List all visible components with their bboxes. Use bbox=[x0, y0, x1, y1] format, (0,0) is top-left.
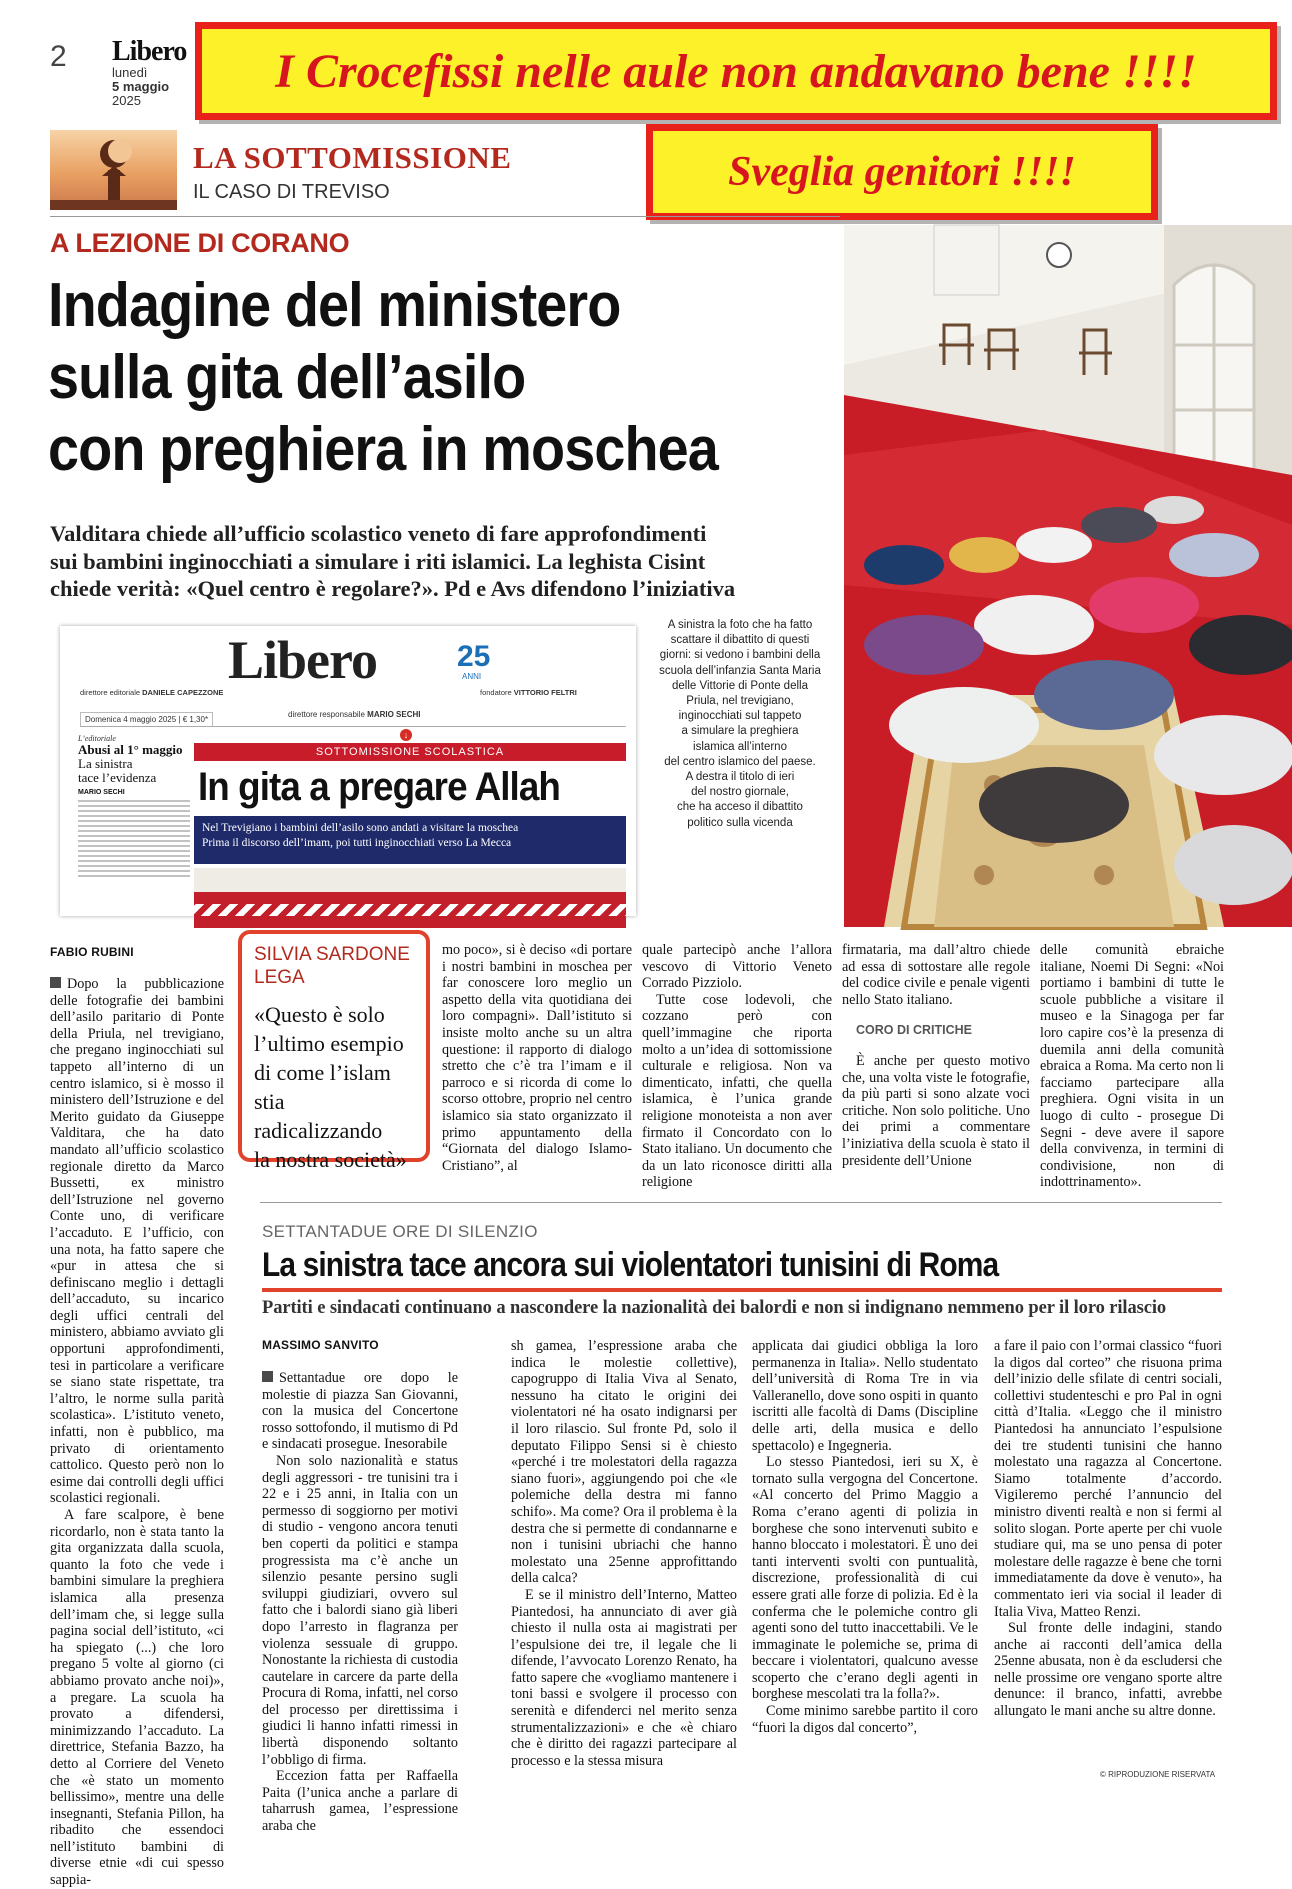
clipping-photo bbox=[194, 868, 626, 928]
masthead-small bbox=[112, 38, 186, 108]
caption-line: del centro islamico del paese. bbox=[664, 755, 816, 768]
deck-line-2: sui bambini inginocchiati a simulare i riti islamici. La leghista Cisint bbox=[50, 548, 706, 574]
article1-author: FABIO RUBINI bbox=[50, 945, 134, 959]
banner2-text: Sveglia genitori !!!! bbox=[728, 149, 1076, 195]
section-subtitle: IL CASO DI TREVISO bbox=[193, 181, 390, 203]
clipping-edit-text bbox=[78, 800, 190, 880]
paper-name: Libero bbox=[112, 36, 187, 67]
clipping-front-page bbox=[60, 626, 636, 916]
article2-col2b-text: E se il ministro dell’Interno, Matteo Piantedosi, ha annunciato di aver già chiesto il nulla osta ai magistrati per l’espulsione dei tre, il legale che li difende, l’avvocato Lorenzo Renato, ha fatto sapere che «vogliamo mantenere i toni bassi e svolgere il processo con serenità e difenderci nel merito senza strumentalizzazioni» e che «è chiaro che è diritto dei ragazzi partecipare al processo e la stessa misura bbox=[511, 1586, 737, 1769]
day: lunedì bbox=[112, 65, 148, 80]
overlay-banner-crocefissi bbox=[195, 22, 1277, 120]
article2-col3c-text: Come minimo sarebbe partito il coro “fuori la digos dal concerto”, bbox=[752, 1703, 978, 1736]
crescent-minaret-icon bbox=[50, 130, 177, 210]
caption-line: scattare il dibattito di questi bbox=[670, 634, 810, 647]
clipping-anni: ANNI bbox=[462, 672, 482, 681]
article2-column-1 bbox=[262, 1370, 458, 1835]
article1-column-5 bbox=[1040, 942, 1224, 1191]
article1-col1b-text: A fare scalpore, è bene ricordarlo, non è stata tanto la gita organizzata dalla scuola, quanto la foto che vede i bambini simulare la preghiera islamica alla presenza dell’imam che, si legge sulla pagina social dell’istituto, «ci ha spiegato (...) che loro pregano 5 volte al giorno (ci abbiamo provato anche noi)», a pregare. La scuola ha provato a difendersi, minimizzando l’accaduto. La direttrice, Stefania Bazzo, ha detto al Corriere del Veneto che «è stato un momento bellissimo», mentre una delle insegnanti, Stefania Pillon, ha ribadito che essendoci nell’istituto bambini di diverse etnie «di cui spesso sappia- bbox=[50, 1507, 224, 1889]
children-praying-illustration bbox=[844, 225, 1292, 927]
deck-line-1: Valditara chiede all’ufficio scolastico veneto di fare approfondimenti bbox=[50, 521, 707, 546]
kicker: A LEZIONE DI CORANO bbox=[50, 228, 350, 258]
article1-column-3 bbox=[642, 942, 832, 1191]
quote-name: SILVIA SARDONE bbox=[254, 944, 410, 965]
article1-subhead: CORO DI CRITICHE bbox=[856, 1023, 972, 1038]
deck bbox=[50, 520, 840, 603]
clipping-kicker-bar: SOTTOMISSIONE SCOLASTICA bbox=[194, 743, 626, 761]
deck-line-3: chiede verità: «Quel centro è regolare?». Pd e Avs difendono l’iniziativa bbox=[50, 576, 736, 601]
caption-line: A destra il titolo di ieri bbox=[685, 771, 795, 784]
clipping-rule bbox=[80, 726, 626, 727]
article2-top-rule bbox=[260, 1202, 1222, 1203]
caption-line: delle Vittorie di Ponte della bbox=[672, 679, 808, 692]
quote-line: «Questo è solo bbox=[254, 1002, 385, 1027]
article2-author: MASSIMO SANVITO bbox=[262, 1338, 379, 1352]
article1-col3-text: quale partecipò anche l’allora vescovo di Vittorio Veneto Corrado Pizziolo. bbox=[642, 942, 832, 992]
caption-line: giorni: si vedono i bambini della bbox=[659, 649, 821, 662]
article1-col3b-text: Tutte cose lodevoli, che cozzano però con quell’immagine che riporta molto a un’idea di sottomissione culturale e religiosa. Non va dimenticato, infatti, che quella islamica, è l’unica grande religione monoteista a non aver firmato il Concordato con lo Stato italiano. Un documento che da un lato riconosce diritti alla religione bbox=[642, 991, 832, 1191]
article1-col4-text: firmataria, ma dall’altro chiede ad essa di sottostare alle regole del codice civile e penale vigenti nello Stato italiano. bbox=[842, 942, 1030, 1008]
article2-deck: Partiti e sindacati continuano a nascondere la nazionalità dei balordi e non si indignano nemmeno per il loro rilascio bbox=[262, 1298, 1167, 1318]
clipping-edit-title-3: tace l’evidenza bbox=[78, 770, 157, 785]
bullet-square bbox=[262, 1371, 273, 1382]
banner1-text: I Crocefissi nelle aule non andavano bene !!!! bbox=[275, 44, 1197, 98]
caption-line: che ha acceso il dibattito bbox=[677, 801, 803, 814]
section-title: LA SOTTOMISSIONE bbox=[193, 140, 512, 175]
caption-line: islamica all’interno bbox=[693, 740, 787, 753]
quote-line: stia radicalizzando bbox=[254, 1089, 383, 1143]
article2-col3-text: applicata dai giudici obbliga la loro permanenza in Italia». Nello studentato dell’università di Roma Tre in via Valleranello, dove sono ospiti in quanto iscritti alle facoltà di Dams (Discipline delle arti, della musica e dello spettacolo) e Ingegneria. bbox=[752, 1338, 978, 1454]
clipping-edit-title-1: Abusi al 1° maggio bbox=[78, 742, 183, 757]
clipping-edit-title-2: La sinistra bbox=[78, 756, 133, 771]
article1-column-1 bbox=[50, 976, 224, 1889]
article1-col1-text: Dopo la pubblicazione delle fotografie dei bambini dell’asilo paritario di Ponte della Priula, nel trevigiano, che pregano inginocchiati sul tappeto all’interno di un centro islamico, si è mosso il ministero dell’Istruzione e del Merito guidato da Giuseppe Valditara, che ha dato mandato all’ufficio scolastico regionale diretto da Marco Bussetti, ex ministro dell’Istruzione nel governo Conte uno, di verificare l’accaduto. E l’ufficio, con una nota, ha fatto sapere che «pur in attesa che si definiscano meglio i dettagli dell’accaduto, su incarico degli uffici centrali del ministero, abbiamo avviato gli opportuni approfondimenti, tesi in particolare a verificare se siano state rispettate, tra l’altro, le norme sulla parità scolastica». L’istituto veneto, infatti, non è pubblico, ma privato di orientamento cattolico. Questo però non lo esime dai controlli degli uffici scolastici regionali. bbox=[50, 976, 224, 1507]
clipping-founded: fondatore VITTORIO FELTRI bbox=[480, 688, 577, 697]
article2-col1-text: Settantadue ore dopo le molestie di piazza San Giovanni, con la musica del Concertone rosso sottofondo, il mutismo di Pd e sindacati prosegue. Inesorabile bbox=[262, 1370, 458, 1453]
quote-line: di come l’islam bbox=[254, 1060, 391, 1085]
article2-col3b-text: Lo stesso Piantedosi, ieri su X, è tornato sulla vergogna del Concertone. «Al concerto del Primo Maggio a Roma c’erano agenti di polizia in borghese che sono intervenuti subito e hanno bloccato i molestatori. È uno dei tanti interventi svolti con puntualità, discrezione, professionalità di cui essere grati alle forze di polizia. Ed è la conferma che le polemiche contro gli agenti sono del tutto inaccettabili. Ve le immaginate le polemiche se, prima di beccare i violentatori, qualcuno avesse scoperto che c’erano degli agenti in borghese mescolati tra la folla?». bbox=[752, 1454, 978, 1703]
clipping-25: 25 bbox=[457, 640, 491, 673]
caption-line: a simulare la preghiera bbox=[681, 725, 799, 738]
clipping-torn-edge bbox=[60, 904, 636, 916]
article1-column-2 bbox=[442, 942, 632, 1182]
quote-line: l’ultimo esempio bbox=[254, 1031, 404, 1056]
copyright: © RIPRODUZIONE RISERVATA bbox=[1100, 1770, 1216, 1779]
clipping-headline: In gita a pregare Allah bbox=[198, 765, 560, 809]
clipping-date: Domenica 4 maggio 2025 | € 1,30* bbox=[80, 712, 213, 727]
caption-line: del nostro giornale, bbox=[691, 786, 789, 799]
article2-column-2 bbox=[511, 1338, 737, 1806]
clipping-arrow-icon: ↓ bbox=[400, 729, 412, 741]
article1-col5-text: delle comunità ebraiche italiane, Noemi Di Segni: «Noi portiamo i bambini di tutte le scuole pubbliche a visitare il museo e la Sinagoga per far loro capire cos’è la presenza di duemila anni della comunità ebraica a Roma. Ma certo non li facciamo partecipare alla preghiera. Ogni visita in un luogo di culto - prosegue Di Segni - deve avere il sapore della convivenza, in termini di condivisione, non di indottrinamento». bbox=[1040, 942, 1224, 1191]
article2-col4b-text: Sul fronte delle indagini, stando anche ai racconti dell’amica della 25enne abusata, non è da escludersi che nelle prossime ore vengano sporte altre denunce: il branco, infatti, avrebbe allungato le mani anche su altre donne. bbox=[994, 1620, 1222, 1720]
mosque-photo bbox=[844, 225, 1292, 927]
year: 2025 bbox=[112, 93, 141, 108]
caption-line: A sinistra la foto che ha fatto bbox=[667, 619, 813, 631]
clipping-deck-2: Prima il discorso dell’imam, poi tutti inginocchiati verso La Mecca bbox=[202, 837, 512, 849]
photo-caption bbox=[642, 618, 838, 831]
section-rule bbox=[50, 216, 840, 217]
article1-column-4 bbox=[842, 942, 1030, 1182]
bullet-square bbox=[50, 977, 61, 988]
clipping-founder-label: direttore editoriale DANIELE CAPEZZONE bbox=[80, 688, 224, 697]
caption-line: Priula, nel trevigiano, bbox=[686, 695, 794, 708]
quote-line: la nostra società» bbox=[254, 1147, 407, 1172]
clipping-deck-1: Nel Trevigiano i bambini dell’asilo sono andati a visitare la moschea bbox=[202, 822, 519, 834]
headline-line-3: con preghiera in moschea bbox=[48, 415, 718, 484]
quote-text bbox=[254, 1000, 416, 1174]
clipping-edit-label: L’editoriale bbox=[78, 734, 116, 743]
caption-line: politico sulla vicenda bbox=[687, 816, 793, 829]
article2-kicker: SETTANTADUE ORE DI SILENZIO bbox=[262, 1222, 538, 1241]
article2-headline: La sinistra tace ancora sui violentatori tunisini di Roma bbox=[262, 1246, 999, 1284]
article2-col1b-text: Non solo nazionalità e status degli aggressori - tre tunisini tra i 22 e i 25 anni, in Italia con un permesso di soggiorno per motivi di studio - vengono ancora tenuti ben coperti da politici e stampa progressista ma c’è anche un silenzio pesante persino sugli sviluppi giudiziari, ovvero sul fatto che i balordi siano già liberi dopo l’arresto in flagranza per violenza sessuale di gruppo. Nonostante la richiesta di custodia cautelare in carcere da parte della Procura di Roma, infatti, nel corso del processo per direttissima i giudici li hanno infatti rimessi in libertà disponendo soltanto l’obbligo di firma. bbox=[262, 1452, 458, 1768]
section-icon bbox=[50, 130, 177, 210]
headline bbox=[48, 270, 838, 486]
clipping-edit-author: MARIO SECHI bbox=[78, 789, 125, 796]
headline-line-2: sulla gita dell’asilo bbox=[48, 343, 526, 412]
article1-col2-text: mo poco», si è deciso «di portare i nostri bambini in moschea per far conoscere loro meglio un aspetto della vita quotidiana dei loro compagni». Dall’istituto si insiste molto anche su un altra questione: il rapporto di dialogo stretto che c’è tra l’imam e il parroco e si ricorda di come lo scorso ottobre, proprio nel centro islamico sia stato organizzato il primo appuntamento della “Giornata del dialogo Islamo-Cristiano”, al bbox=[442, 942, 632, 1174]
overlay-banner-sveglia bbox=[646, 124, 1158, 220]
quote-party: LEGA bbox=[254, 967, 305, 988]
date: 5 maggio bbox=[112, 79, 170, 94]
article2-column-3 bbox=[752, 1338, 978, 1806]
clipping-deck-box bbox=[194, 816, 626, 864]
page-number: 2 bbox=[50, 40, 67, 73]
quote-box bbox=[238, 930, 430, 1172]
caption-line: inginocchiati sul tappeto bbox=[678, 710, 802, 723]
clipping-logo: Libero bbox=[228, 630, 378, 690]
article2-col2-text: sh gamea, l’espressione araba che indica le molestie collettive), capogruppo di Italia Viva al Senato, nessuno ha citato le origini dei violentatori né ha osato indignarsi per il loro rilascio. Sul fronte Pd, solo il deputato Filippo Sensi si è chiesto «perché i tre molestatori della ragazza siano fuori», aggiungendo poi che «le polemiche della destra mi fanno schifo». Ma come? Ora il problema è la destra che si permette di condannarne e non i tunisini ubriachi che hanno molestato una 25enne approfittando della calca? bbox=[511, 1338, 737, 1587]
caption-line: scuola dell’infanzia Santa Maria bbox=[659, 664, 821, 677]
headline-line-1: Indagine del ministero bbox=[48, 271, 621, 340]
article2-col4-text: a fare il paio con l’ormai classico “fuori la digos dal corteo” che risuona prima dell’inizio delle sfilate di centri sociali, collettivi studenteschi e pro Pal in ogni città d’Italia. «Leggo che il ministro Piantedosi ha annunciato l’espulsione dei tre studenti tunisini che hanno molestato una ragazza al Concertone. Siamo totalmente d’accordo. Vigileremo perché l’annuncio del ministro diventi realtà e non si fermi al solito slogan. Porte aperte per chi vuole studiare qui, ma se uno pensa di poter molestare delle ragazze è bene che torni immediatamente da dove è venuto», ha commentato ieri via social il leader di Italia Viva, Matteo Renzi. bbox=[994, 1338, 1222, 1620]
clipping-editorial bbox=[78, 734, 190, 880]
article2-column-4 bbox=[994, 1338, 1222, 1770]
article1-col4b-text: È anche per questo motivo che, una volta viste le fotografie, da più parti si sono alzate voci critiche. Non solo politiche. Uno dei primi a commentare l’iniziativa della scuola è stato il presidente dell’Unione bbox=[842, 1052, 1030, 1169]
article2-col1c-text: Eccezion fatta per Raffaella Paita (l’unica anche a parlare di taharrush gamea, l’espressione araba che bbox=[262, 1768, 458, 1835]
clipping-director: direttore responsabile MARIO SECHI bbox=[288, 710, 421, 719]
article2-headline-underline bbox=[262, 1288, 1222, 1292]
